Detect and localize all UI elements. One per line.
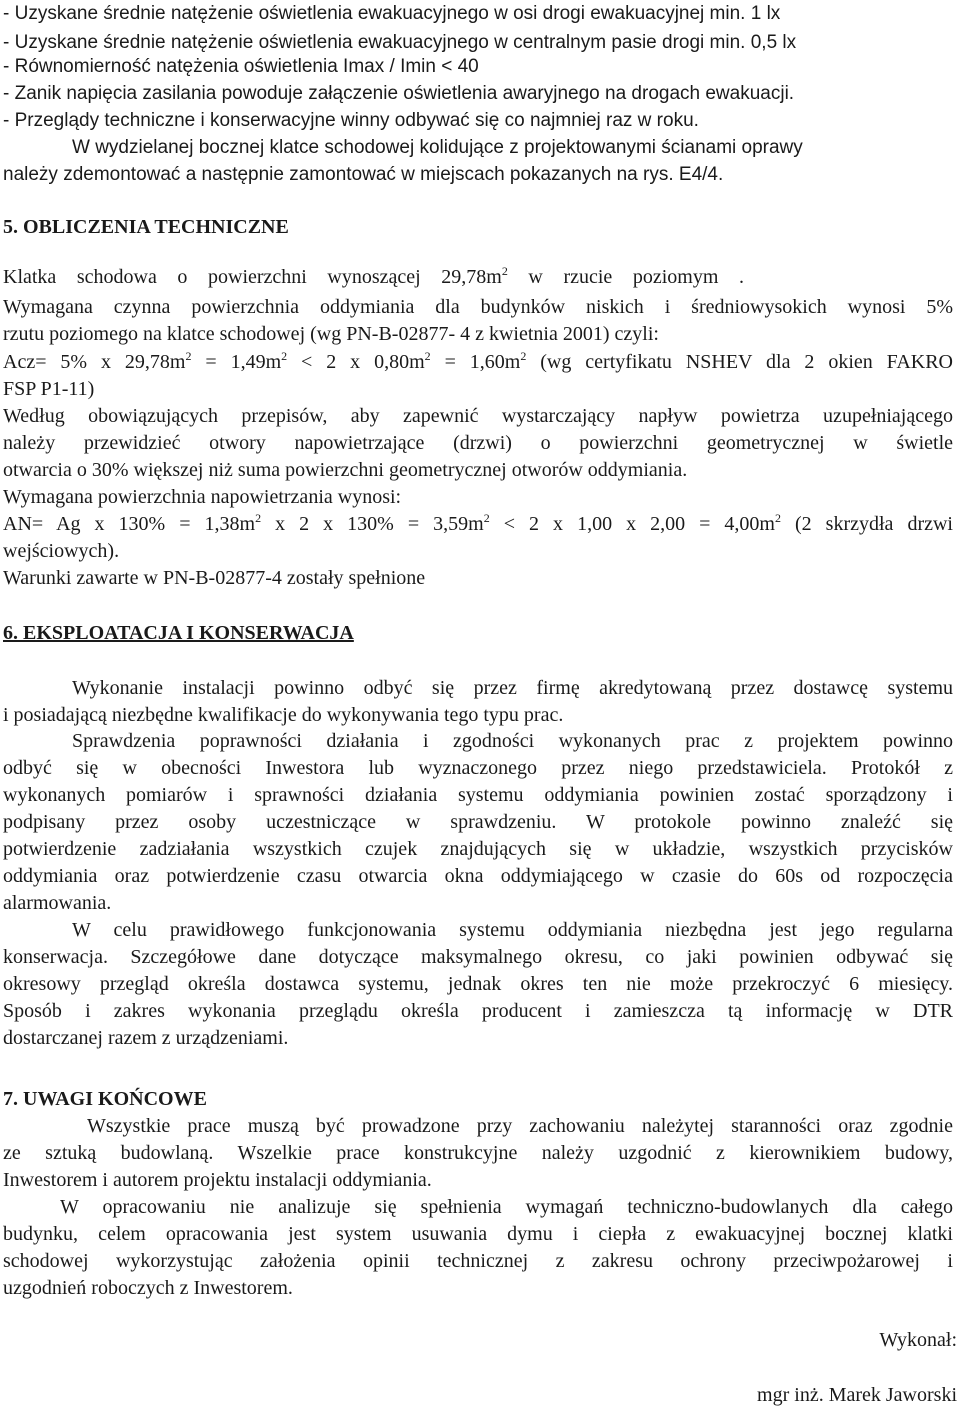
paragraph-line: schodowej wykorzystując założenia opinii technicznej z zakresu ochrony przeciwpożarowej i	[3, 1250, 953, 1272]
paragraph-line: Sprawdzenia poprawności działania i zgodności wykonanych prac z projektem powinno	[72, 730, 953, 752]
paragraph-line: alarmowania.	[3, 892, 112, 914]
paragraph-line: podpisany przez osoby uczestniczące w sprawdzeniu. W protokole powinno znaleźć się	[3, 811, 953, 833]
paragraph-line: Sposób i zakres wykonania przeglądu określa producent i zamieszcza tą informację w DTR	[3, 1000, 953, 1022]
paragraph-line: Wymagana czynna powierzchnia oddymiania dla budynków niskich i średniowysokich wynosi 5%	[3, 296, 953, 318]
paragraph-line: Wymagana powierzchnia napowietrzania wynosi:	[3, 486, 402, 508]
paragraph-line: Warunki zawarte w PN-B-02877-4 zostały spełnione	[3, 567, 426, 589]
formula-line: AN= Ag x $130\% = 1,38m^2$ x 2 x $130\% = 3,59m^2 < 2$ x 1,00 x $2,00 = 4,00m^2$ (2 skrzydła drzwi	[3, 511, 953, 535]
list-item: - Zanik napięcia zasilania powoduje załączenie oświetlenia awaryjnego na drogach ewakuacji.	[3, 83, 795, 104]
paragraph-line: W celu prawidłowego funkcjonowania systemu oddymiania niezbędna jest jego regularna	[72, 919, 953, 941]
paragraph-line: W wydzielanej bocznej klatce schodowej kolidujące z projektowanymi ścianami oprawy	[72, 137, 803, 158]
list-item: - Uzyskane średnie natężenie oświetlenia ewakuacyjnego w centralnym pasie drogi min. 0,5 lx	[3, 32, 797, 53]
paragraph-line: i posiadającą niezbędne kwalifikacje do wykonywania tego typu prac.	[3, 704, 564, 726]
paragraph-line: ze sztuką budowlaną. Wszelkie prace konstrukcyjne należy uzgodnić z kierownikiem budowy,	[3, 1142, 953, 1164]
paragraph-line: należy przewidzieć otwory napowietrzające (drzwi) o powierzchni geometrycznej w świetle	[3, 432, 953, 454]
paragraph-line: konserwacja. Szczegółowe dane dotyczące maksymalnego okresu, co jaki powinien odbywać się	[3, 946, 953, 968]
paragraph-line: wykonanych pomiarów i sprawności działania systemu oddymiania powinien zostać sporządzony i	[3, 784, 953, 806]
paragraph-line: wejściowych).	[3, 540, 120, 562]
paragraph-line: FSP P1-11)	[3, 378, 95, 400]
paragraph-line: W opracowaniu nie analizuje się spełnienia wymagań techniczno-budowlanych dla całego	[60, 1196, 953, 1218]
paragraph-line: uzgodnień roboczych z Inwestorem.	[3, 1277, 293, 1299]
paragraph-line: Wszystkie prace muszą być prowadzone przy zachowaniu należytej staranności oraz zgodnie	[87, 1115, 953, 1137]
paragraph-line: potwierdzenie zadziałania wszystkich czujek znajdujących się w układzie, wszystkich przycisków	[3, 838, 953, 860]
formula-line: Acz= 5% x $29,78m^2 = 1,49m^2 < 2$ x $0,80m^2 = 1,60m^2$ (wg certyfikatu NSHEV dla 2 okien FAKRO	[3, 349, 953, 373]
paragraph-line: odbyć się w obecności Inwestora lub wyznaczonego przez niego przedstawiciela. Protokół z	[3, 757, 953, 779]
paragraph-line: Według obowiązujących przepisów, aby zapewnić wystarczający napływ powietrza uzupełniającego	[3, 405, 953, 427]
paragraph-line: okresowy przegląd określa dostawca systemu, jednak okres ten nie może przekroczyć 6 miesięcy.	[3, 973, 953, 995]
paragraph-line: otwarcia o 30% większej niż suma powierzchni geometrycznej otworów oddymiania.	[3, 459, 688, 481]
paragraph-line: budynku, celem opracowania jest system usuwania dymu i ciepła z ewakuacyjnej bocznej klatki	[3, 1223, 953, 1245]
section-heading: 6. EKSPLOATACJA I KONSERWACJA	[3, 622, 354, 644]
list-item: - Przeglądy techniczne i konserwacyjne winny odbywać się co najmniej raz w roku.	[3, 110, 699, 131]
paragraph-line: oddymiania oraz potwierdzenie czasu otwarcia okna oddymiającego w czasie do 60s od rozpoczęcia	[3, 865, 953, 887]
list-item: - Uzyskane średnie natężenie oświetlenia ewakuacyjnego w osi drogi ewakuacyjnej min. 1 lx	[3, 3, 781, 24]
section-heading: 7. UWAGI KOŃCOWE	[3, 1088, 207, 1110]
paragraph-line: dostarczanej razem z urządzeniami.	[3, 1027, 289, 1049]
list-item: - Równomierność natężenia oświetlenia Imax / Imin < 40	[3, 56, 479, 77]
signature-label: Wykonał:	[879, 1329, 957, 1351]
paragraph-line: rzutu poziomego na klatce schodowej (wg PN-B-02877- 4 z kwietnia 2001) czyli:	[3, 323, 659, 345]
paragraph-line: Wykonanie instalacji powinno odbyć się przez firmę akredytowaną przez dostawcę systemu	[72, 677, 953, 699]
paragraph-line: należy zdemontować a następnie zamontować w miejscach pokazanych na rys. E4/4.	[3, 164, 724, 185]
paragraph-line: Klatka schodowa o powierzchni wynoszącej $29,78m^2$ w rzucie poziomym .	[3, 264, 744, 288]
section-heading: 5. OBLICZENIA TECHNICZNE	[3, 216, 289, 238]
signature-name: mgr inż. Marek Jaworski	[757, 1384, 957, 1406]
paragraph-line: Inwestorem i autorem projektu instalacji oddymiania.	[3, 1169, 432, 1191]
